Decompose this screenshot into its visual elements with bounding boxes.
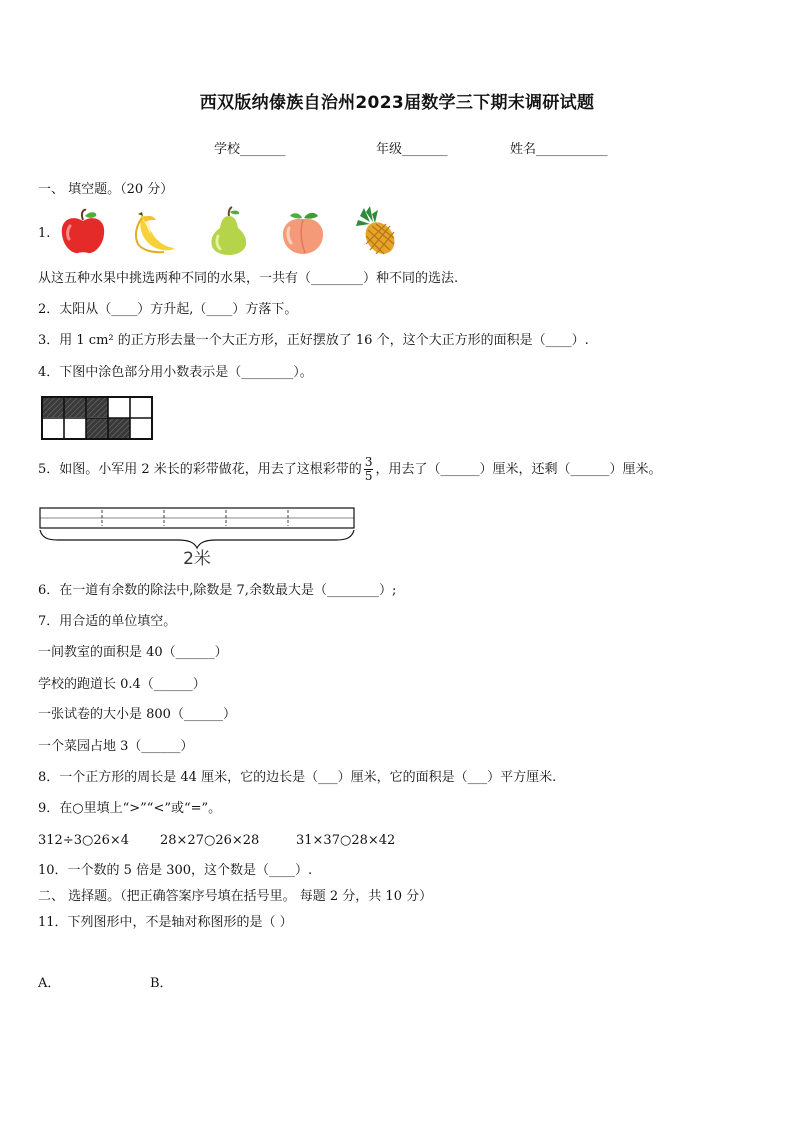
question-5-part-b: ，用去了（______）厘米，还剩（______）厘米。 xyxy=(375,462,662,477)
question-7: 7．用合适的单位填空。 xyxy=(38,614,177,629)
question-5 xyxy=(38,452,661,488)
fraction-numerator: 3 xyxy=(364,455,373,469)
section-1-heading: 一、 填空题。（20 分） xyxy=(38,182,174,197)
question-3: 3．用 1 cm² 的正方形去量一个大正方形，正好摆放了 16 个，这个大正方形的面积是（____）. xyxy=(38,333,589,348)
question-11: 11．下列图形中，不是轴对称图形的是（ ） xyxy=(38,915,293,930)
school-field: 学校_______ xyxy=(214,142,286,157)
ribbon-length-label: 2米 xyxy=(183,549,211,569)
question-9b: 28×27○26×28 xyxy=(160,833,260,848)
section-2-heading: 二、 选择题。（把正确答案序号填在括号里。 每题 2 分，共 10 分） xyxy=(38,889,433,904)
question-6: 6．在一道有余数的除法中,除数是 7,余数最大是（________）; xyxy=(38,583,397,598)
name-field: 姓名___________ xyxy=(510,142,608,157)
question-9c: 31×37○28×42 xyxy=(296,833,396,848)
question-7a: 一间教室的面积是 40（______） xyxy=(38,645,228,660)
pear-icon xyxy=(204,206,254,256)
fraction-denominator: 5 xyxy=(364,469,373,483)
question-10: 10．一个数的 5 倍是 300，这个数是（____）. xyxy=(38,863,313,878)
page-title: 西双版纳傣族自治州2023届数学三下期末调研试题 xyxy=(199,93,595,113)
ribbon-figure xyxy=(38,504,358,570)
fraction-three-fifths xyxy=(364,456,374,483)
question-2: 2．太阳从（____）方升起,（____）方落下。 xyxy=(38,302,298,317)
question-1-number: 1. xyxy=(38,226,51,241)
question-1-text: 从这五种水果中挑选两种不同的水果，一共有（________）种不同的选法. xyxy=(38,271,459,286)
peach-icon xyxy=(278,208,328,256)
grade-field: 年级_______ xyxy=(376,142,448,157)
question-7c: 一张试卷的大小是 800（______） xyxy=(38,707,236,722)
question-9: 9．在○里填上“>”“<”或“=”。 xyxy=(38,801,222,816)
question-9a: 312÷3○26×4 xyxy=(38,833,130,848)
option-a: A． xyxy=(38,976,61,991)
question-4: 4．下图中涂色部分用小数表示是（________）。 xyxy=(38,365,313,380)
pineapple-icon xyxy=(350,204,400,256)
apple-icon xyxy=(58,208,108,256)
question-7b: 学校的跑道长 0.4（______） xyxy=(38,677,206,692)
question-7d: 一个菜园占地 3（______） xyxy=(38,739,194,754)
banana-icon xyxy=(128,208,178,256)
question-8: 8．一个正方形的周长是 44 厘米，它的边长是（___）厘米，它的面积是（___）平方厘米. xyxy=(38,770,557,785)
decimal-grid-figure xyxy=(40,395,154,441)
question-5-part-a: 5．如图。小军用 2 米长的彩带做花，用去了这根彩带的 xyxy=(38,462,362,477)
option-b: B． xyxy=(150,976,173,991)
